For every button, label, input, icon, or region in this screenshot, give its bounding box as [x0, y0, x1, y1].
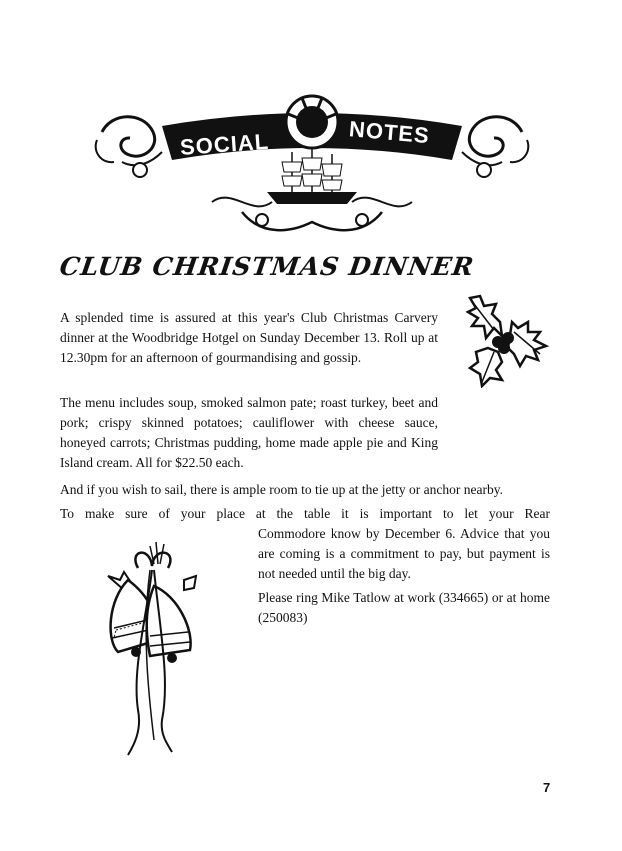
- holly-icon: [462, 292, 552, 388]
- article-title: CLUB CHRISTMAS DINNER: [57, 252, 477, 281]
- paragraph-sail: And if you wish to sail, there is ample room to tie up at the jetty or anchor nearby.: [60, 482, 504, 497]
- christmas-bells-icon: [98, 540, 210, 760]
- paragraph-booking-rest: Commodore know by December 6. Advice that you are coming is a commitment to pay, but payment is not needed until the big day.: [258, 526, 550, 581]
- paragraph-menu: The menu includes soup, smoked salmon pate; roast turkey, beet and pork; crispy skinned potatoes; cauliflower with cheese sauce, honeyed carrots; Christmas pudding, home made apple pie and King Island cream. All for $22.50 each.: [60, 395, 438, 470]
- social-notes-banner: [92, 92, 532, 242]
- banner-right-word: NOTES: [348, 116, 431, 149]
- page-number: 7: [543, 780, 551, 795]
- banner-left-word: SOCIAL: [179, 128, 270, 160]
- paragraph-booking-line1: To make sure of your place at the table it is important to let your Rear: [60, 506, 550, 521]
- paragraph-contact: Please ring Mike Tatlow at work (334665) or at home (250083): [258, 590, 550, 625]
- paragraph-intro: A splended time is assured at this year's Club Christmas Carvery dinner at the Woodbridge Hotgel on Sunday December 13. Roll up at 12.30pm for an afternoon of gourmandising and gossip.: [60, 310, 438, 365]
- ship-and-lifebuoy-banner-icon: [92, 92, 532, 242]
